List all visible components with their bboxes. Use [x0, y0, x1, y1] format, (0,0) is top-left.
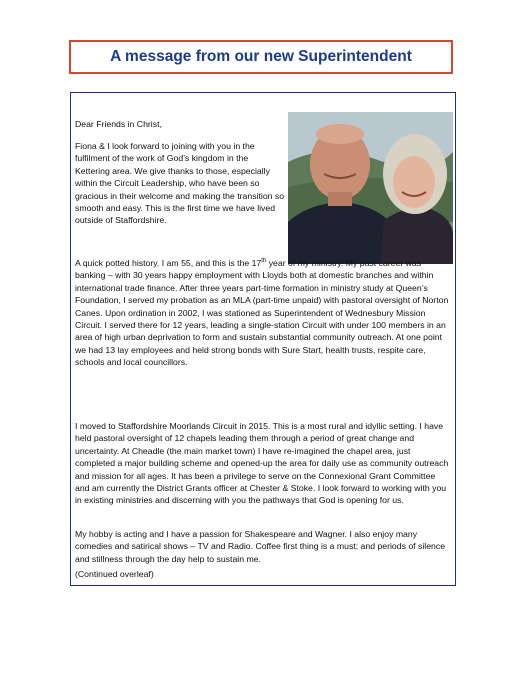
history-paragraph	[75, 257, 450, 369]
history-text-a: A quick potted history. I am 55, and this is the	[75, 258, 250, 268]
portrait-photo	[288, 112, 453, 264]
portrait-photo-art	[288, 112, 453, 264]
continued-note: (Continued overleaf)	[75, 569, 154, 579]
moorlands-paragraph: I moved to Staffordshire Moorlands Circuit in 2015. This is a most rural and idyllic setting. I have held pastoral oversight of 12 chapels leading them through a period of great change and uncertainty. At Cheadle (the main market town) I have re-imagined the chapel area, just completed a major building scheme and opened-up the area for daily use as community outreach and mission for all ages. It has been a privilege to serve on the Connexional Grant Committee and am currently the District Grants officer at Chester & Stoke. I look forward to working with you in existing ministries and discerning with you the pathways that God is opening for us.	[75, 421, 449, 506]
salutation: Dear Friends in Christ,	[75, 119, 162, 129]
hobby-paragraph: My hobby is acting and I have a passion for Shakespeare and Wagner. I also enjoy many comedies and satirical shows – TV and Radio. Coffee first thing is a must; and periods of silence and stillness through the day help to sustain me.	[75, 529, 446, 564]
history-text-b: year of my ministry. My past career was banking – with 30 years happy employment with Lloyds both at domestic branches and within international trade finance. After three years part-time formation in ministry study at Queen’s Foundation, I served my probation as an MLA (part-time unpaid) with pastoral oversight of Norton Canes. Upon ordination in 2002, I was stationed as Superintendent of Wednesbury Mission Circuit. I served there for 12 years, leading a single-station Circuit with under 100 members in an area of high urban deprivation to form and sustain substantial community outreach. At one point we had 13 lay employees and held strong bonds with Sure Start, health trusts, respite care, schools and local councillors.	[75, 258, 449, 368]
intro-paragraph: Fiona & I look forward to joining with you in the fulfilment of the work of God’s kingdom in the Kettering area. We give thanks to those, especially within the Circuit Leadership, who have been so gracious in their welcome and making the transition so smooth and easy. This is the first time we have lived outside of Staffordshire.	[75, 141, 285, 226]
history-number: 17	[251, 258, 262, 268]
page-title: A message from our new Superintendent	[110, 48, 412, 65]
title-box	[69, 40, 453, 74]
history-superscript: th	[261, 258, 267, 264]
